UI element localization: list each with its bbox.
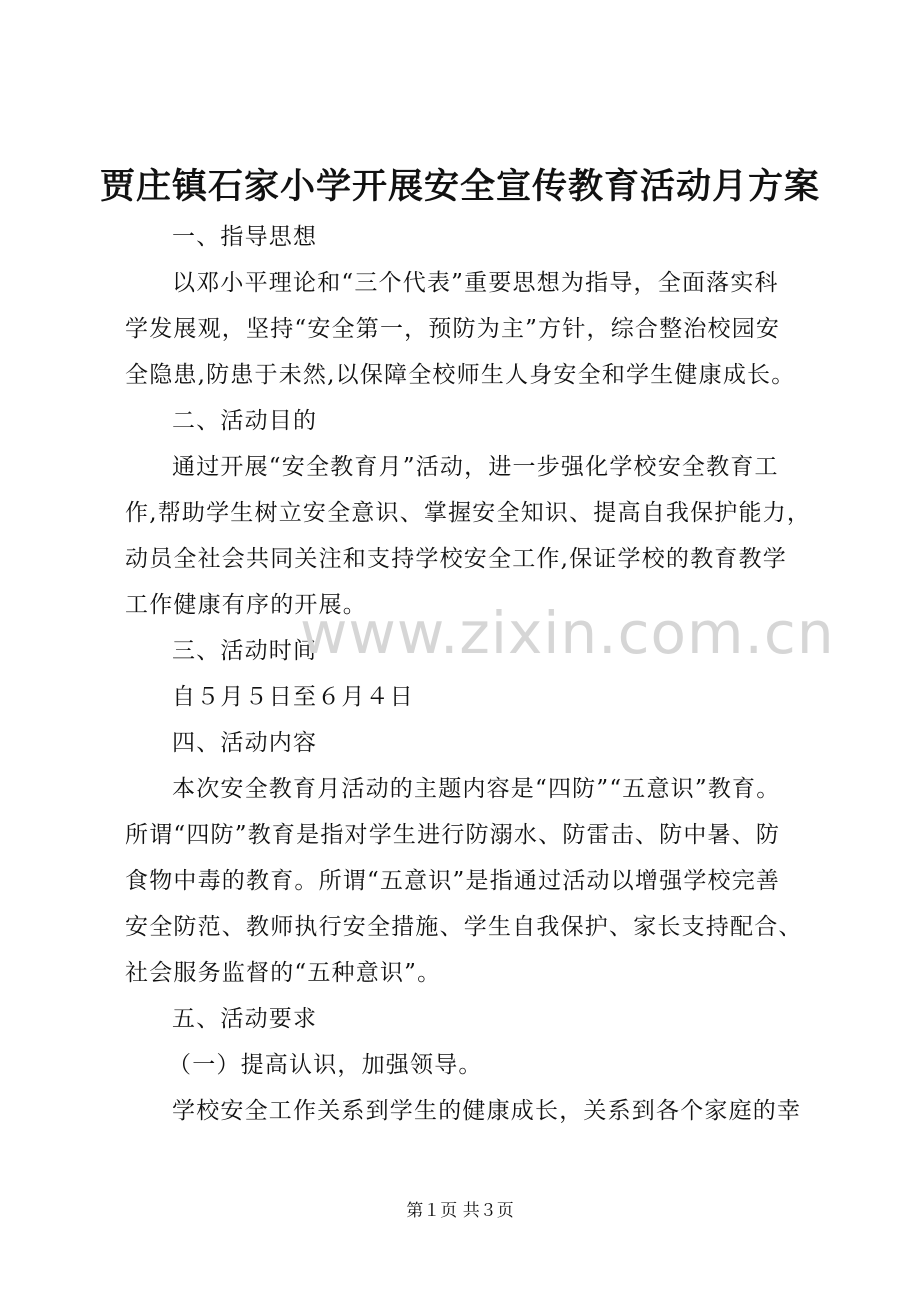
- paragraph-line: 通过开展“安全教育月”活动，进一步强化学校安全教育工: [172, 454, 779, 480]
- paragraph-line: 安全防范、教师执行安全措施、学生自我保护、家长支持配合、: [125, 914, 803, 940]
- subsection-heading: （一）提高认识，加强领导。: [168, 1052, 483, 1078]
- section-heading-2: 二、活动目的: [172, 408, 318, 434]
- section-heading-1: 一、指导思想: [172, 224, 318, 250]
- section-heading-5: 五、活动要求: [172, 1006, 318, 1032]
- paragraph-line: 所谓“四防”教育是指对学生进行防溺水、防雷击、防中暑、防: [125, 822, 781, 848]
- paragraph-line: 工作健康有序的开展。: [125, 592, 367, 618]
- section-heading-4: 四、活动内容: [172, 730, 318, 756]
- paragraph-line: 动员全社会共同关注和支持学校安全工作,保证学校的教育教学: [125, 546, 787, 572]
- document-title: 贾庄镇石家小学开展安全宣传教育活动月方案: [99, 166, 820, 207]
- paragraph-line: 作,帮助学生树立安全意识、掌握安全知识、提高自我保护能力，: [125, 500, 812, 526]
- paragraph-line: 以邓小平理论和“三个代表”重要思想为指导，全面落实科: [172, 270, 779, 296]
- paragraph-line: 社会服务监督的“五种意识”。: [125, 960, 442, 986]
- paragraph-line: 学校安全工作关系到学生的健康成长，关系到各个家庭的幸: [172, 1098, 802, 1124]
- section-heading-3: 三、活动时间: [172, 638, 318, 664]
- watermark: www.zixin.com.cn: [300, 599, 835, 667]
- paragraph-line: 全隐患,防患于未然,以保障全校师生人身安全和学生健康成长。: [125, 362, 796, 388]
- page-footer: 第１页 共３页: [406, 1201, 514, 1221]
- paragraph-line: 本次安全教育月活动的主题内容是“四防”“五意识”教育。: [172, 776, 781, 802]
- paragraph-line: 食物中毒的教育。所谓“五意识”是指通过活动以增强学校完善: [125, 868, 781, 894]
- paragraph-line: 自５月５日至６月４日: [172, 684, 414, 710]
- paragraph-line: 学发展观，坚持“安全第一，预防为主”方针，综合整治校园安: [125, 316, 781, 342]
